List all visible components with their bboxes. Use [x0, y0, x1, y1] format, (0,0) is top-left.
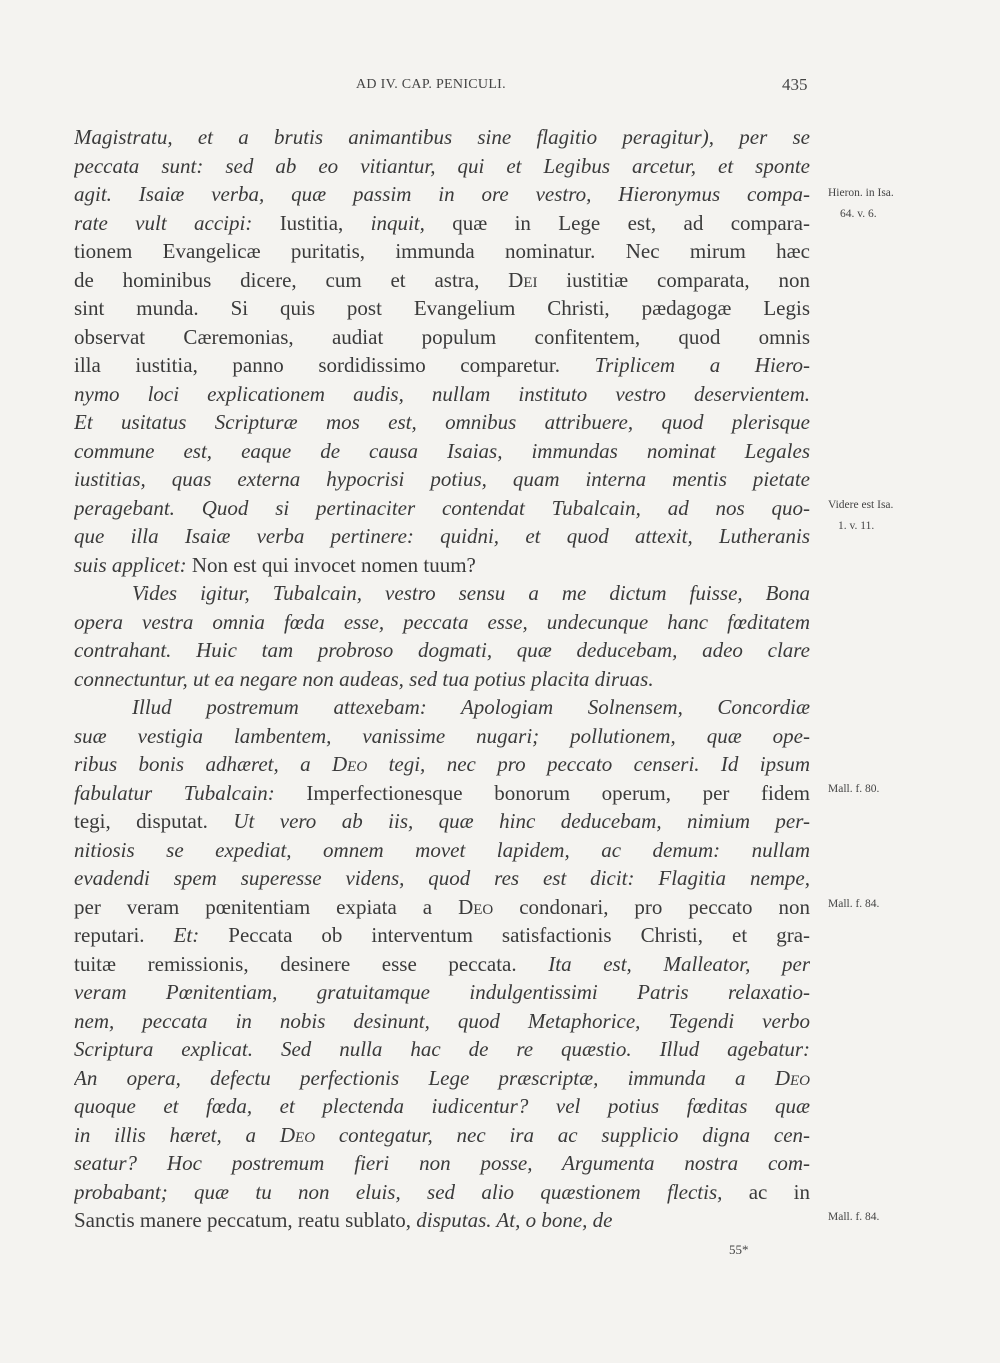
text-segment: An opera, defectu perfectionis Lege præscriptæ, immunda a: [74, 1065, 775, 1090]
text-line: [74, 1149, 810, 1178]
text-segment: tegi, disputat.: [74, 809, 234, 833]
margin-note: Mall. f. 84.: [828, 898, 880, 910]
text-segment: Deo: [332, 752, 368, 776]
text-segment: fabulatur Tubalcain:: [74, 780, 307, 805]
text-line: [74, 294, 810, 323]
text-segment: Scriptura explicat. Sed nulla hac de re quæstio. Illud agebatur:: [74, 1037, 810, 1061]
text-line: [74, 665, 810, 694]
text-segment: condonari, pro peccato non: [493, 894, 810, 919]
text-segment: probabant; quæ tu non eluis, sed alio quæstionem flectis,: [74, 1179, 749, 1204]
running-title: AD IV. CAP. PENICULI.: [356, 77, 506, 92]
text-segment: tuitæ remissionis, desinere esse peccata.: [74, 951, 549, 976]
margin-note: Hieron. in Isa.: [828, 187, 894, 199]
text-segment: peccata sunt: sed ab eo vitiantur, qui et Legibus arcetur, et sponte: [74, 153, 810, 178]
text-segment: per se: [739, 125, 810, 149]
margin-note: 64. v. 6.: [840, 208, 877, 220]
text-line: [74, 579, 810, 608]
text-segment: Illud postremum attexebam: Apologiam Solnensem, Concordiæ: [132, 695, 810, 719]
text-segment: Sanctis manere peccatum, reatu sublato,: [74, 1208, 417, 1232]
text-segment: Imperfectionesque bonorum operum, per fidem: [306, 780, 810, 805]
text-line: [74, 693, 810, 722]
text-segment: Deo: [279, 1122, 316, 1147]
text-line: [74, 1121, 810, 1150]
text-segment: iustitias, quas externa hypocrisi potius, quam interna mentis pietate: [74, 467, 810, 491]
text-segment: quæ in Lege est, ad compara-: [452, 210, 810, 235]
text-segment: seatur? Hoc postremum fieri non posse, Argumenta nostra com-: [74, 1151, 810, 1175]
text-line: [74, 209, 810, 238]
text-line: [74, 1206, 810, 1235]
text-line: [74, 494, 810, 523]
text-segment: Dei: [508, 267, 538, 292]
text-segment: Peccata ob interventum satisfactionis Christi, et gra-: [228, 923, 810, 947]
text-segment: agit. Isaiæ verba, quæ passim in ore vestro, Hieronymus compa-: [74, 182, 810, 206]
text-segment: reputari.: [74, 923, 174, 947]
text-line: [74, 323, 810, 352]
signature-mark: 55*: [729, 1242, 749, 1257]
text-line: [74, 1064, 810, 1093]
text-line: [74, 1035, 810, 1064]
text-segment: nymo loci explicationem audis, nullam instituto vestro deservientem.: [74, 381, 810, 406]
text-segment: de hominibus dicere, cum et astra,: [74, 267, 509, 292]
text-line: [74, 722, 810, 751]
text-segment: evadendi spem superesse videns, quod res est dicit: Flagitia nempe,: [74, 866, 810, 890]
text-segment: opera vestra omnia fœda esse, peccata esse, undecunque hanc fœditatem: [74, 609, 810, 634]
text-segment: contrahant. Huic tam probroso dogmati, quæ deducebam, adeo clare: [74, 638, 810, 662]
text-line: [74, 779, 810, 808]
text-line: [74, 1178, 810, 1207]
text-line: [74, 123, 810, 152]
text-segment: Vides igitur, Tubalcain, vestro sensu a me dictum fuisse, Bona: [132, 581, 810, 605]
text-line: [74, 921, 810, 950]
text-line: [74, 836, 810, 865]
text-line: [74, 950, 810, 979]
text-segment: quoque et fœda, et plectenda iudicentur? vel potius fœditas quæ: [74, 1094, 810, 1118]
text-segment: Magistratu, et a brutis animantibus sine flagitio peragitur),: [74, 125, 740, 149]
text-line: [74, 750, 810, 779]
text-segment: Iustitia,: [279, 210, 371, 235]
text-segment: connectuntur, ut ea negare non audeas, sed tua potius placita diruas.: [74, 666, 654, 691]
text-segment: contegatur, nec ira ac supplicio digna cen-: [315, 1122, 810, 1147]
text-line: [74, 1007, 810, 1036]
text-segment: illa iustitia, panno sordidissimo comparetur.: [74, 353, 595, 377]
text-segment: ribus bonis adhæret, a: [74, 752, 333, 776]
main-text: [74, 123, 810, 1235]
text-segment: Non est qui invocet nomen tuum?: [191, 552, 476, 577]
text-line: [74, 266, 810, 295]
text-line: [74, 978, 810, 1007]
text-segment: peragebant. Quod si pertinaciter contendat Tubalcain, ad nos quo-: [74, 495, 810, 520]
margin-note: Mall. f. 80.: [828, 783, 880, 795]
text-segment: Et:: [173, 923, 229, 947]
text-segment: rate vult accipi:: [74, 210, 280, 235]
text-segment: commune est, eaque de causa Isaias, immundas nominat Legales: [74, 438, 810, 463]
text-segment: nitiosis se expediat, omnem movet lapidem, ac demum: nullam: [74, 837, 810, 862]
text-segment: in illis hæret, a: [74, 1122, 280, 1147]
text-segment: Triplicem a Hiero-: [594, 353, 810, 377]
text-segment: tionem Evangelicæ puritatis, immunda nominatur. Nec mirum hæc: [74, 239, 810, 263]
text-segment: iustitiæ comparata, non: [537, 267, 810, 292]
text-line: [74, 180, 810, 209]
text-segment: tegi, nec pro peccato censeri. Id ipsum: [367, 752, 810, 776]
page-number: 435: [782, 75, 808, 94]
text-line: [74, 551, 810, 580]
text-line: [74, 408, 810, 437]
text-line: [74, 893, 810, 922]
text-segment: Ut vero ab iis, quæ hinc deducebam, nimium per-: [233, 809, 810, 833]
text-line: [74, 380, 810, 409]
text-segment: ac in: [748, 1179, 810, 1204]
text-segment: Deo: [774, 1065, 810, 1090]
text-segment: suis applicet:: [74, 552, 192, 577]
text-segment: sint munda. Si quis post Evangelium Christi, pædagogæ Legis: [74, 296, 810, 320]
text-segment: Ita est, Malleator, per: [548, 951, 810, 976]
text-line: [74, 608, 810, 637]
text-line: [74, 522, 810, 551]
margin-note: Mall. f. 84.: [828, 1211, 880, 1223]
text-line: [74, 152, 810, 181]
text-segment: que illa Isaiæ verba pertinere: quidni, et quod attexit, Lutheranis: [74, 524, 810, 548]
text-line: [74, 351, 810, 380]
text-line: [74, 864, 810, 893]
text-segment: disputas. At, o bone, de: [416, 1208, 613, 1232]
text-line: [74, 1092, 810, 1121]
text-line: [74, 437, 810, 466]
text-line: [74, 465, 810, 494]
text-segment: inquit,: [370, 210, 453, 235]
margin-note: 1. v. 11.: [838, 520, 875, 532]
text-line: [74, 636, 810, 665]
text-segment: suæ vestigia lambentem, vanissime nugari; pollutionem, quæ ope-: [74, 723, 810, 748]
text-segment: veram Pœnitentiam, gratuitamque indulgentissimi Patris relaxatio-: [74, 980, 810, 1004]
text-segment: per veram pœnitentiam expiata a: [74, 894, 459, 919]
text-segment: nem, peccata in nobis desinunt, quod Metaphorice, Tegendi verbo: [74, 1008, 810, 1033]
text-segment: Deo: [458, 894, 494, 919]
margin-note: Videre est Isa.: [828, 499, 894, 511]
text-segment: Et usitatus Scripturæ mos est, omnibus attribuere, quod plerisque: [74, 410, 810, 434]
text-line: [74, 807, 810, 836]
text-line: [74, 237, 810, 266]
text-segment: observat Cæremonias, audiat populum confitentem, quod omnis: [74, 324, 810, 349]
